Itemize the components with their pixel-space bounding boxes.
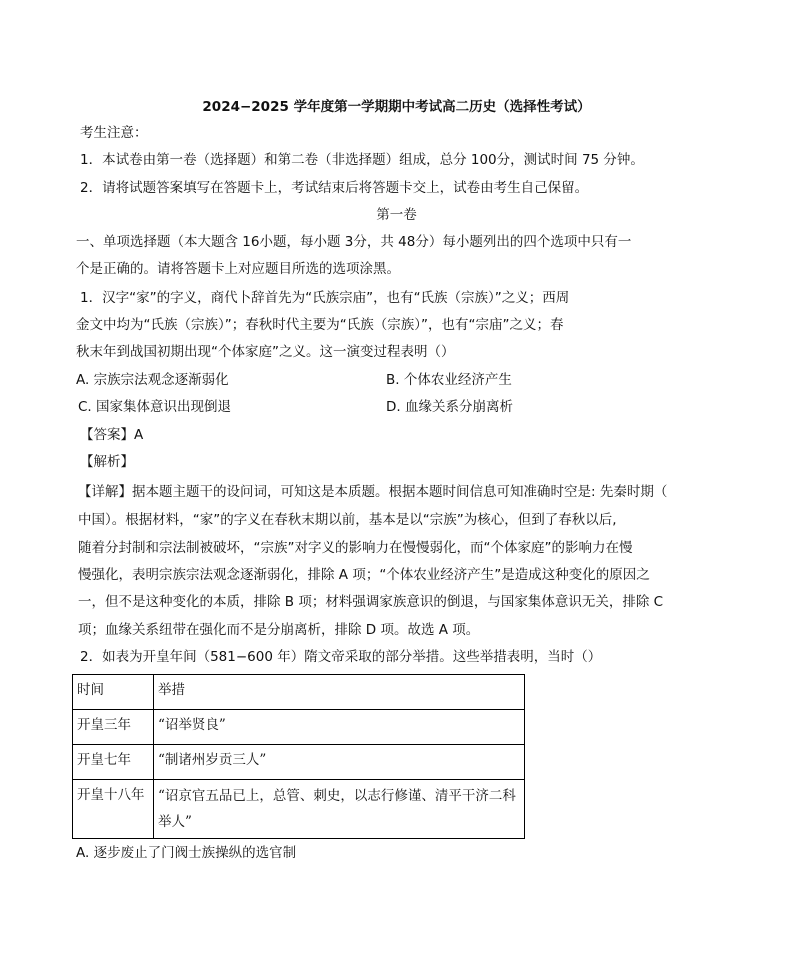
table-header-cell: 时间 [73,675,154,710]
q2-option-a: A. 逐步废止了门阀士族操纵的选官制 [76,845,297,861]
table-row [73,780,525,839]
q1-option-a: A. 宗族宗法观念逐渐弱化 [76,372,229,388]
q1-detail-line: 中国）。根据材料，“家”的字义在春秋末期以前，基本是以“宗族”为核心，但到了春秋以后, [78,512,617,528]
table-cell: “诏京官五品已上，总管、刺史，以志行修谨、清平干济二科举人” [154,780,525,839]
notice-item: 2．请将试题答案填写在答题卡上，考试结束后将答题卡交上，试卷由考生自己保留。 [80,180,589,196]
table-cell: “制诸州岁贡三人” [154,745,525,780]
q1-stem-line: 1．汉字“家”的字义，商代卜辞首先为“氏族宗庙”，也有“氏族（宗族）”之义；西周 [80,290,570,306]
q1-option-d: D. 血缘关系分崩离析 [386,399,513,415]
table-cell: 开皇七年 [73,745,154,780]
q1-option-b: B. 个体农业经济产生 [386,372,512,388]
q1-analysis-label: 【解析】 [80,454,134,470]
q1-answer: 【答案】A [80,427,144,443]
q2-table [72,674,525,839]
table-cell: 开皇十八年 [73,780,154,839]
q2-stem: 2．如表为开皇年间（581−600 年）隋文帝采取的部分举措。这些举措表明，当时（） [80,649,602,665]
q1-stem-line: 秋末年到战国初期出现“个体家庭”之义。这一演变过程表明（） [76,344,455,360]
table-cell: “诏举贤良” [154,710,525,745]
page-title: 2024−2025 学年度第一学期期中考试高二历史（选择性考试） [202,99,591,115]
section-title: 第一卷 [376,207,417,223]
table-header-cell: 举措 [154,675,525,710]
q1-detail-line: 项；血缘关系纽带在强化而不是分崩离析，排除 D 项。故选 A 项。 [78,622,480,638]
q1-detail-line: 随着分封制和宗法制被破坏，“宗族”对字义的影响力在慢慢弱化，而“个体家庭”的影响力在慢 [78,540,633,556]
q1-detail-line: 【详解】据本题主题干的设问词，可知这是本质题。根据本题时间信息可知准确时空是: 先秦时期（ [78,484,668,500]
section-instruction: 一、单项选择题（本大题含 16小题，每小题 3分，共 48分）每小题列出的四个选项中只有一 [76,234,632,250]
notice-item: 1．本试卷由第一卷（选择题）和第二卷（非选择题）组成，总分 100分，测试时间 75 分钟。 [80,152,644,168]
notice-heading: 考生注意： [80,125,148,141]
table-header-row [73,675,525,710]
section-instruction: 个是正确的。请将答题卡上对应题目所选的选项涂黑。 [76,261,400,277]
table-cell: 开皇三年 [73,710,154,745]
q1-detail-line: 慢强化，表明宗族宗法观念逐渐弱化，排除 A 项；“个体农业经济产生”是造成这种变化的原因之 [78,567,650,583]
table-row [73,710,525,745]
table-row [73,745,525,780]
q1-option-c: C. 国家集体意识出现倒退 [78,399,232,415]
q1-detail-line: 一，但不是这种变化的本质，排除 B 项；材料强调家族意识的倒退，与国家集体意识无关，排除 C [78,594,664,610]
q1-stem-line: 金文中均为“氏族（宗族）”；春秋时代主要为“氏族（宗族）”，也有“宗庙”之义；春 [76,317,564,333]
